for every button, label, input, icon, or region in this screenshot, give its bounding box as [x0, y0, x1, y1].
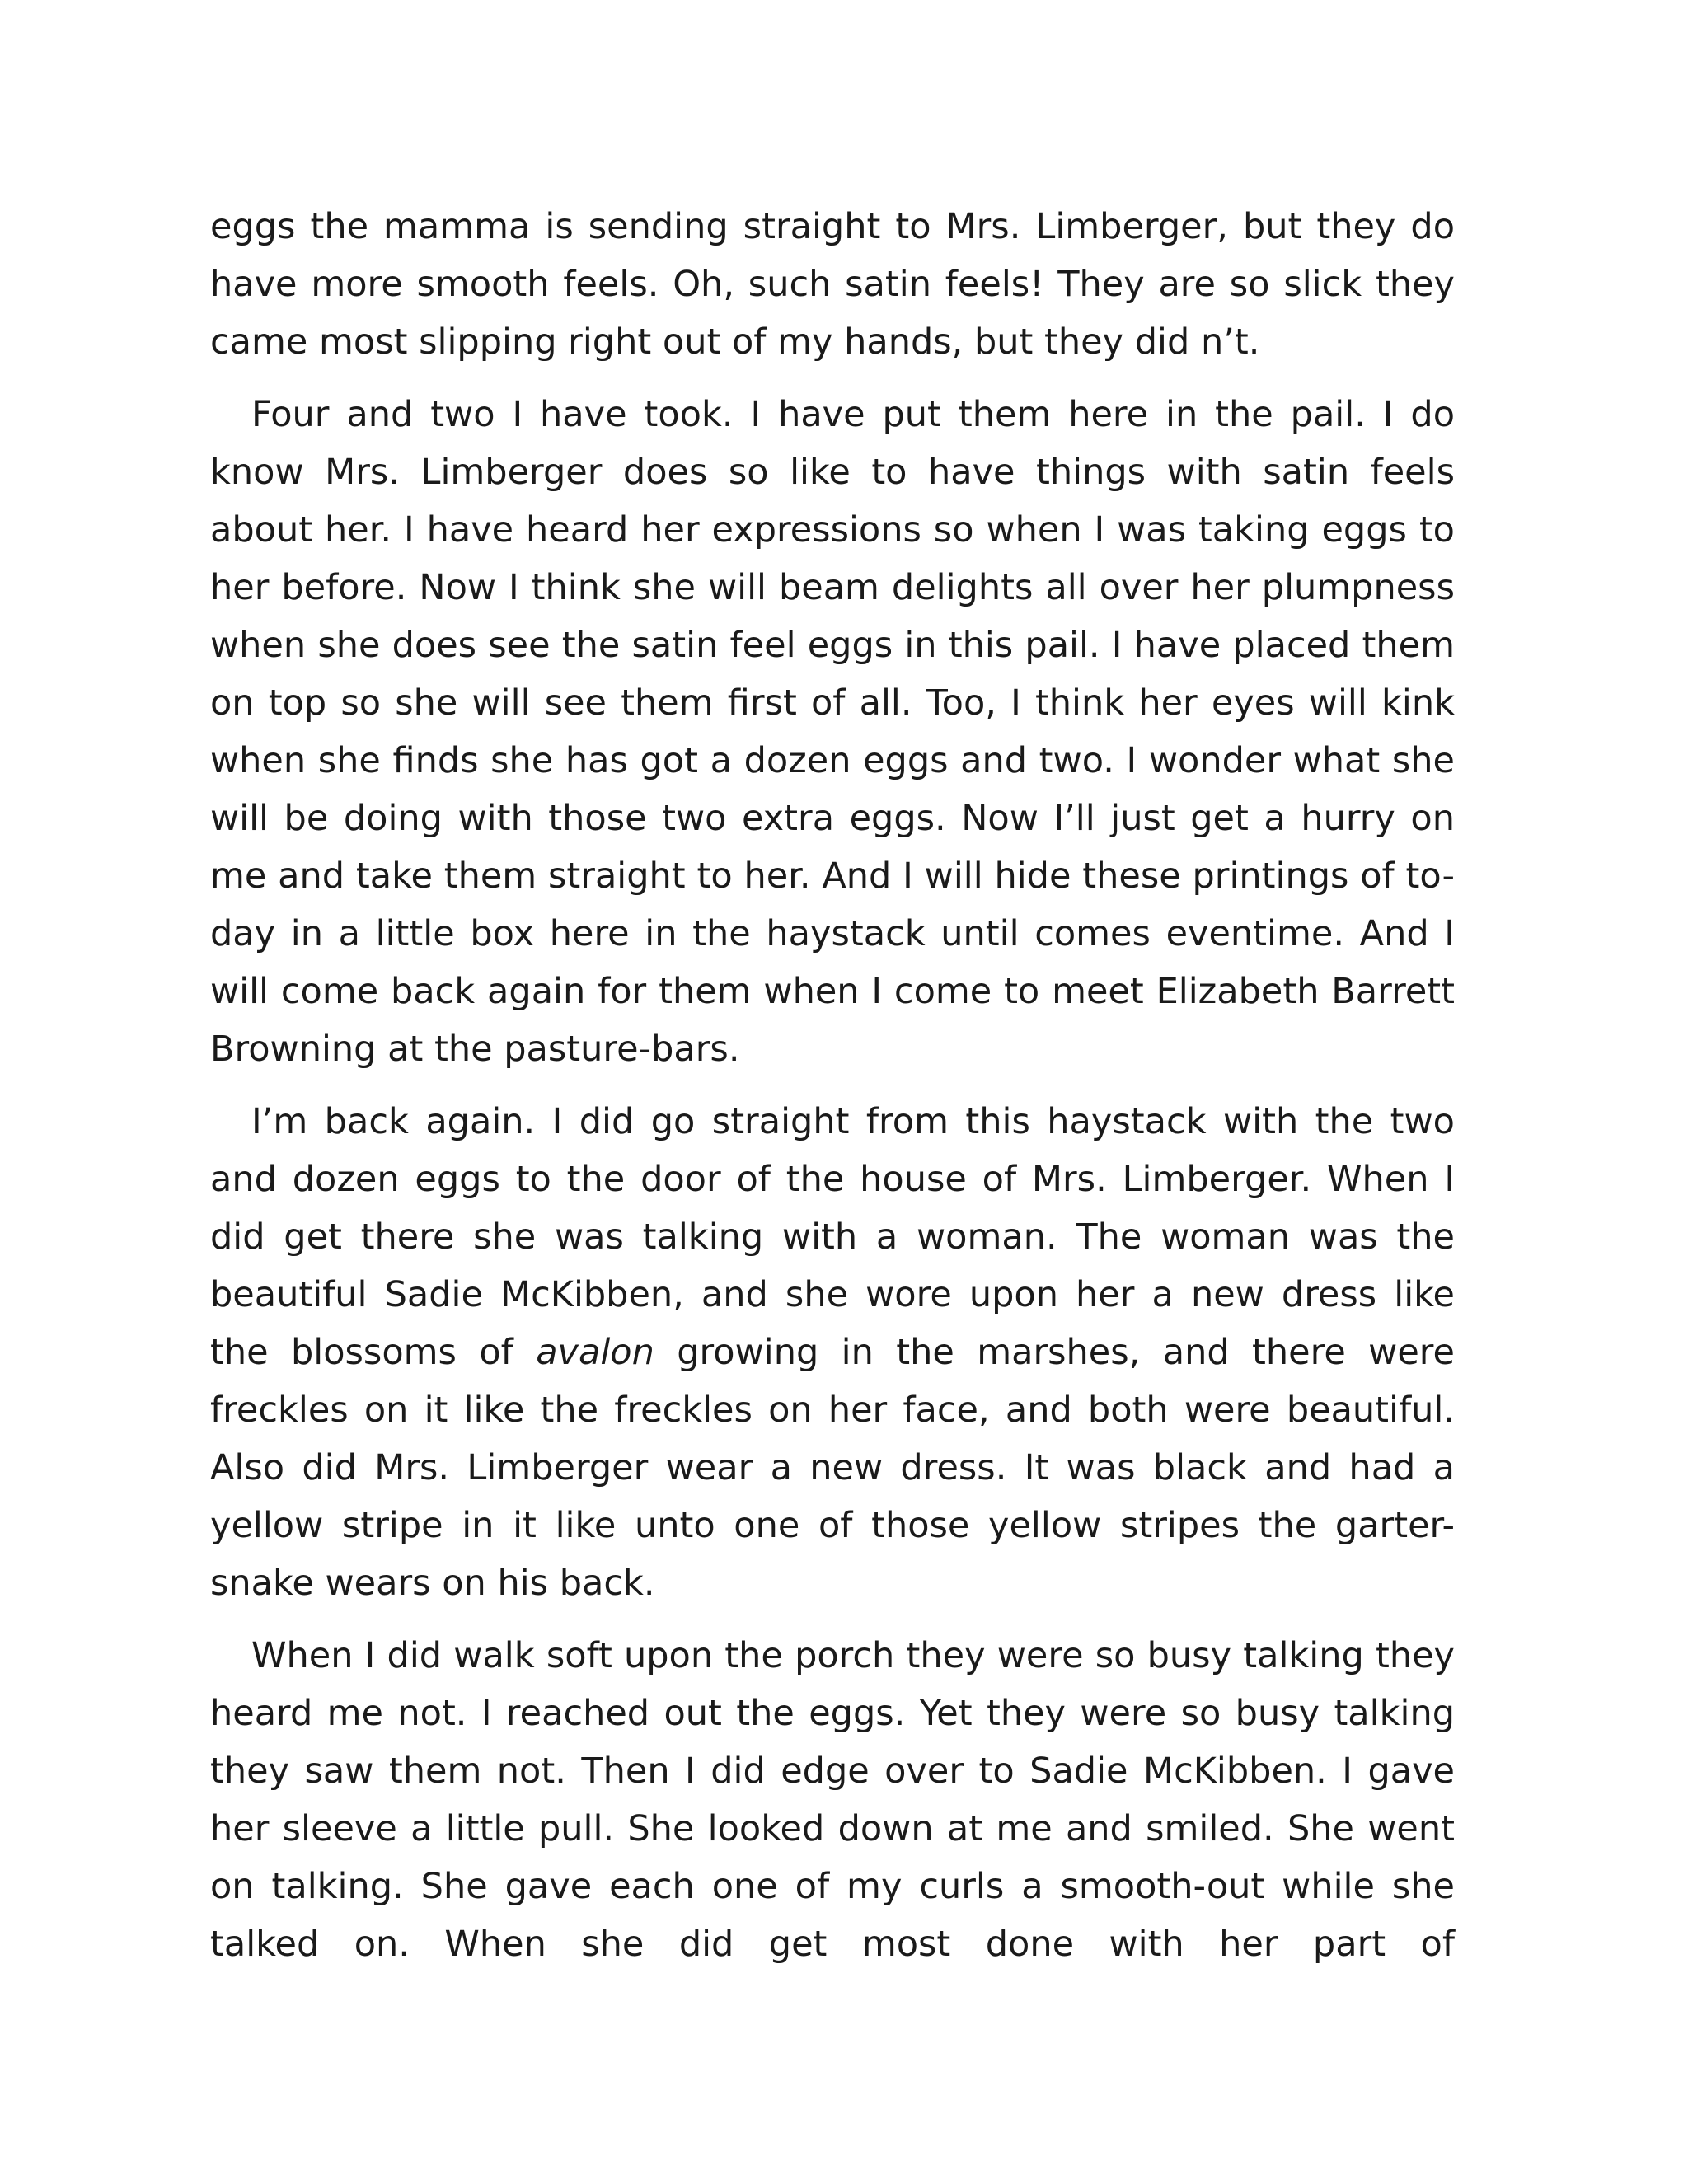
- paragraph-3: [210, 1093, 1455, 1612]
- paragraph-1-text: eggs the mamma is sending straight to Mrs. Limberger, but they do have more smooth feels. Oh, such satin feels! They are so slick they came most slipping right out of my hands, but they did n’t.: [210, 206, 1455, 363]
- paragraph-1: [210, 198, 1455, 371]
- paragraph-3-text-before: I’m back again. I did go straight from this haystack with the two and dozen eggs to the door of the house of Mrs. Limberger. When I did get there she was talking with a woman. The woman was the beautiful Sadie McKibben, and she wore upon her a new dress like the blossoms of: [210, 1101, 1455, 1373]
- paragraph-4-text: When I did walk soft upon the porch they were so busy talking they heard me not. I reached out the eggs. Yet they were so busy talking they saw them not. Then I did edge over to Sadie McKibben. I gave her sleeve a little pull. She looked down at me and smiled. She went on talking. She gave each one of my curls a smooth-out while she talked on. When she did get most done with her part of: [210, 1635, 1455, 1965]
- page-body: [210, 198, 1455, 1988]
- paragraph-3-italic-word: avalon: [536, 1332, 654, 1373]
- paragraph-3-text-after: growing in the marshes, and there were freckles on it like the freckles on her face, and both were beautiful. Also did Mrs. Limberger wear a new dress. It was black and had a yellow stripe in it like unto one of those yellow stripes the garter-snake wears on his back.: [210, 1332, 1455, 1604]
- paragraph-4: [210, 1627, 1455, 1973]
- paragraph-2: [210, 386, 1455, 1078]
- paragraph-2-text: Four and two I have took. I have put them here in the pail. I do know Mrs. Limberger does so like to have things with satin feels about her. I have heard her expressions so when I was taking eggs to her before. Now I think she will beam delights all over her plumpness when she does see the satin feel eggs in this pail. I have placed them on top so she will see them first of all. Too, I think her eyes will kink when she finds she has got a dozen eggs and two. I wonder what she will be doing with those two extra eggs. Now I’ll just get a hurry on me and take them straight to her. And I will hide these printings of to-day in a little box here in the haystack until comes eventime. And I will come back again for them when I come to meet Elizabeth Barrett Browning at the pasture-bars.: [210, 394, 1455, 1070]
